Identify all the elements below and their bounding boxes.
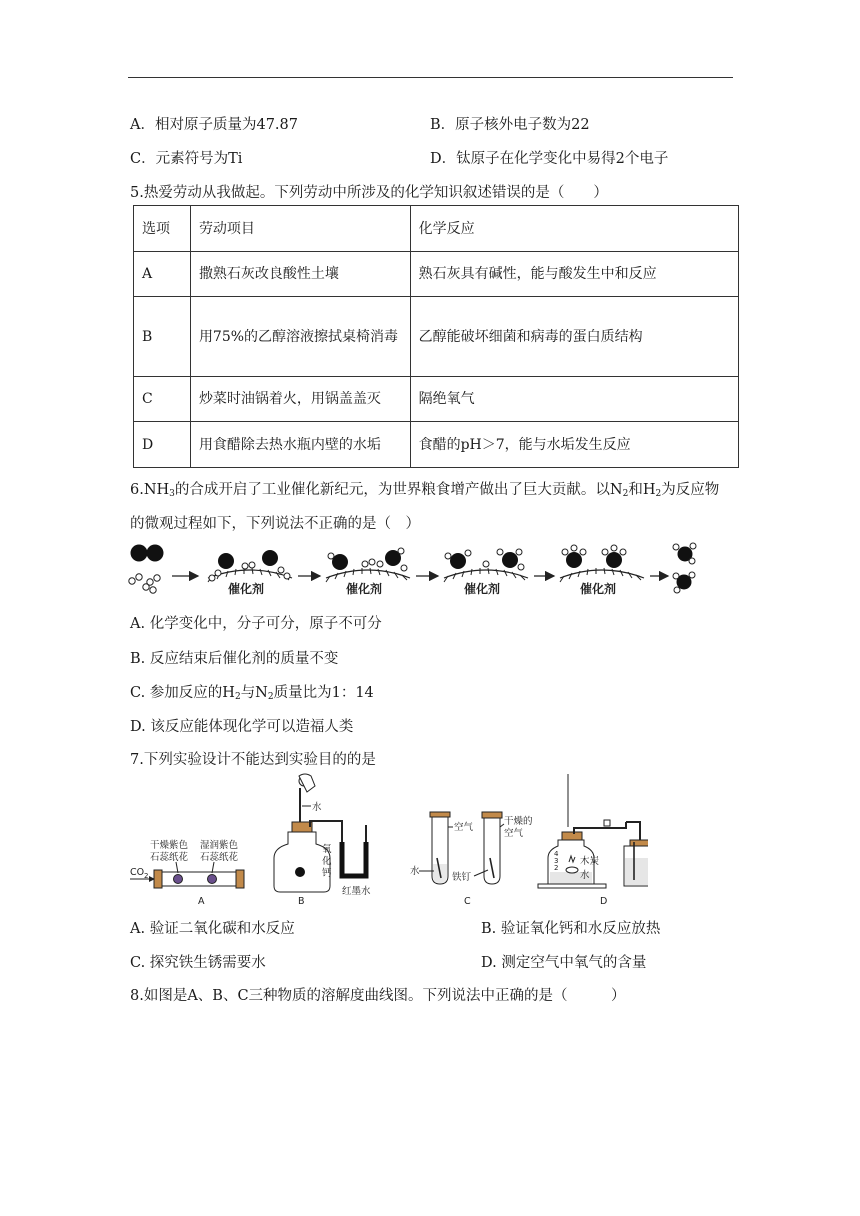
svg-text:干燥的: 干燥的 [504,816,533,827]
q7-apparatus-figure [128,772,648,910]
svg-text:化: 化 [322,856,332,867]
task-cell: 用食醋除去热水瓶内壁的水垢 [190,422,410,468]
svg-text:红墨水: 红墨水 [342,886,371,897]
svg-text:3: 3 [554,857,559,865]
q4-option-a: A．相对原子质量为47.87 [130,117,298,133]
q7-option-a: A. 验证二氧化碳和水反应 [130,921,295,937]
q4-option-c: C．元素符号为Ti [130,151,243,167]
header-cell: 选项 [134,206,191,252]
q6-reaction-diagram [128,540,703,602]
table-row [134,377,739,422]
svg-text:2: 2 [144,872,149,880]
svg-text:空气: 空气 [454,822,474,833]
catalyst-stage-3 [444,549,528,596]
svg-text:B: B [298,896,305,907]
apparatus-d [538,774,648,907]
task-cell: 炒菜时油锅着火，用锅盖盖灭 [190,377,410,422]
svg-text:石蕊纸花: 石蕊纸花 [150,852,189,863]
q5-stem: 5.热爱劳动从我做起。下列劳动中所涉及的化学知识叙述错误的是（ ） [130,185,608,201]
table-header-row [134,206,739,252]
catalyst-stage-1 [208,550,292,596]
svg-text:水: 水 [410,866,420,877]
q5-table [133,205,739,468]
svg-text:催化剂: 催化剂 [346,582,383,596]
chem-cell: 熟石灰具有碱性，能与酸发生中和反应 [410,252,738,297]
chem-cell: 食醋的pH＞7，能与水垢发生反应 [410,422,738,468]
table-row [134,297,739,377]
svg-text:CO: CO [130,867,145,878]
svg-text:干燥紫色: 干燥紫色 [150,840,189,851]
q6-option-d: D. 该反应能体现化学可以造福人类 [130,719,354,735]
chem-cell: 乙醇能破坏细菌和病毒的蛋白质结构 [410,297,738,377]
svg-text:水: 水 [580,870,590,881]
q6-option-b: B. 反应结束后催化剂的质量不变 [130,651,339,667]
task-cell: 用75%的乙醇溶液擦拭桌椅消毒 [190,297,410,377]
option-cell: B [134,297,191,377]
svg-text:D: D [600,896,608,907]
chem-cell: 隔绝氧气 [410,377,738,422]
task-cell: 撒熟石灰改良酸性土壤 [190,252,410,297]
svg-text:催化剂: 催化剂 [580,582,617,596]
svg-text:石蕊纸花: 石蕊纸花 [200,852,239,863]
apparatus-c [410,812,533,907]
svg-text:2: 2 [554,864,559,872]
q4-option-b: B．原子核外电子数为22 [430,117,590,133]
svg-text:C: C [464,896,471,907]
svg-text:催化剂: 催化剂 [464,582,501,596]
svg-text:空气: 空气 [504,828,524,839]
q4-option-d: D．钛原子在化学变化中易得2个电子 [430,151,669,167]
q7-option-d: D. 测定空气中氧气的含量 [481,955,647,971]
table-row [134,252,739,297]
apparatus-a [130,839,244,907]
nh3-molecules [673,543,696,593]
header-cell: 劳动项目 [190,206,410,252]
q7-option-b: B. 验证氧化钙和水反应放热 [481,921,661,937]
svg-text:钙: 钙 [322,868,332,879]
n2-molecule [131,545,164,562]
header-cell: 化学反应 [410,206,738,252]
option-cell: D [134,422,191,468]
q6-option-a: A. 化学变化中，分子可分，原子不可分 [130,616,382,632]
svg-text:4: 4 [554,850,559,858]
q6-stem-line1: $6.NH_3$的合成开启了工业催化新纪元，为世界粮食增产做出了巨大贡献。以$N_2$和$H_2$为反应物 [130,482,720,499]
svg-text:氧: 氧 [322,844,332,855]
svg-text:催化剂: 催化剂 [228,582,265,596]
q7-stem: 7.下列实验设计不能达到实验目的的是 [130,752,376,768]
svg-text:铁钉: 铁钉 [452,872,472,883]
header-rule [128,77,733,78]
apparatus-b [274,774,371,907]
svg-text:木炭: 木炭 [580,856,600,867]
catalyst-stage-4 [560,545,644,596]
q6-option-c: C. 参加反应的$H_2$与$N_2$质量比为1：14 [130,685,374,702]
svg-text:水: 水 [312,802,322,813]
table-row [134,422,739,468]
svg-text:湿润紫色: 湿润紫色 [200,840,239,851]
h2-molecules [129,574,160,593]
svg-text:A: A [198,896,205,907]
option-cell: A [134,252,191,297]
option-cell: C [134,377,191,422]
q8-stem: 8.如图是A、B、C三种物质的溶解度曲线图。下列说法中正确的是（ ） [130,988,626,1004]
q6-stem-line2: 的微观过程如下，下列说法不正确的是（ ） [130,516,420,532]
catalyst-stage-2 [326,548,410,596]
q7-option-c: C. 探究铁生锈需要水 [130,955,266,971]
